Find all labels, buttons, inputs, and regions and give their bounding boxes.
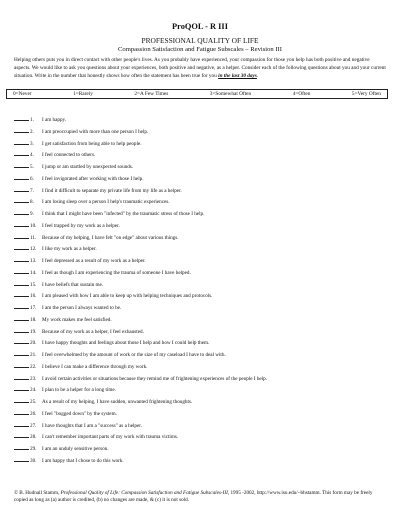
footer-rest: , 1995 -2002, http://www.isu.edu/~bhstamm. This form may be freely copied as long as (a) author is credited, (b) no changes are made, & (c) it is not sold. (14, 490, 373, 504)
answer-blank[interactable] (14, 292, 29, 297)
answer-blank[interactable] (14, 339, 29, 344)
question-row (14, 281, 386, 293)
question-row (14, 151, 386, 163)
answer-blank[interactable] (14, 398, 29, 403)
question-row (14, 128, 386, 140)
question-text: I am the person I always wanted to be. (42, 305, 122, 311)
question-row (14, 410, 386, 422)
answer-blank[interactable] (14, 257, 29, 262)
rating-scale (6, 89, 388, 99)
question-row (14, 386, 386, 398)
question-text: Because of my helping, I have felt "on edge" about various things. (42, 234, 179, 241)
question-number: 23. (30, 375, 37, 382)
question-text: I feel "bogged down" by the system. (42, 410, 117, 417)
instructions-end: . (256, 73, 259, 80)
scale-2: 2=A Few Times (134, 91, 169, 97)
question-row (14, 445, 386, 457)
question-row (14, 140, 386, 152)
question-text: I feel overwhelmed by the amount of work or the size of my caseload I have to deal with. (42, 352, 226, 358)
answer-blank[interactable] (14, 351, 29, 356)
question-list (14, 116, 386, 469)
question-text: I have thoughts that I am a "success" as a helper. (42, 422, 142, 429)
question-text: I find it difficult to separate my private life from my life as a helper. (42, 187, 182, 194)
scale-4: 4=Often (292, 91, 311, 97)
question-text: I am losing sleep over a person I help's traumatic experiences. (42, 199, 170, 206)
question-number: 20. (30, 340, 37, 347)
answer-blank[interactable] (14, 457, 29, 462)
question-row (14, 304, 386, 316)
question-row (14, 457, 386, 469)
question-text: I am happy that I chose to do this work. (42, 457, 124, 464)
question-row (14, 433, 386, 445)
question-row (14, 422, 386, 434)
question-number: 7. (30, 187, 34, 194)
question-row (14, 245, 386, 257)
question-number: 1. (30, 117, 34, 123)
copyright-footer (14, 490, 386, 505)
answer-blank[interactable] (14, 198, 29, 203)
question-text: I avoid certain activities or situations because they remind me of frightening experiences of the people I help. (42, 375, 267, 382)
question-row (14, 163, 386, 175)
question-row (14, 398, 386, 410)
answer-blank[interactable] (14, 163, 29, 168)
question-number: 25. (30, 399, 37, 405)
footer-title: Professional Quality of Life: Compassion Satisfaction and Fatigue Subscales-III (60, 490, 228, 496)
question-number: 13. (30, 258, 37, 264)
question-row (14, 375, 386, 387)
question-row (14, 116, 386, 128)
question-number: 4. (30, 152, 34, 159)
question-row (14, 187, 386, 199)
question-row (14, 339, 386, 351)
instructions-text: Helping others puts you in direct contact with other people's lives. As you probably have experienced, your compassion for those you help has both positive and negative aspects. We would like to ask you questions about your experiences, both positive and negative, as a helper. Consider each of the following questions about you and your current situation. Write in the number that honestly shows how often the statement has been true for you (14, 57, 386, 80)
answer-blank[interactable] (14, 187, 29, 192)
question-text: As a result of my helping, I have sudden, unwanted frightening thoughts. (42, 399, 193, 405)
answer-blank[interactable] (14, 151, 29, 156)
question-text: Because of my work as a helper, I feel exhausted. (42, 328, 144, 335)
page-subheading: Compassion Satisfaction and Fatigue Subscales – Revision III (118, 46, 282, 53)
answer-blank[interactable] (14, 316, 29, 321)
question-text: I feel connected to others. (42, 152, 96, 159)
question-row (14, 257, 386, 269)
answer-blank[interactable] (14, 375, 29, 380)
question-text: I have beliefs that sustain me. (42, 281, 104, 288)
scale-0: 0=Never (13, 91, 32, 97)
question-number: 15. (30, 281, 37, 288)
question-number: 21. (30, 352, 37, 358)
question-number: 30. (30, 457, 37, 464)
question-text: I jump or am startled by unexpected sounds. (42, 164, 134, 170)
question-row (14, 316, 386, 328)
scale-3: 3=Somewhat Often (209, 91, 252, 97)
answer-blank[interactable] (14, 410, 29, 415)
question-row (14, 269, 386, 281)
question-text: I am preoccupied with more than one person I help. (42, 128, 149, 135)
answer-blank[interactable] (14, 281, 29, 286)
question-row (14, 198, 386, 210)
question-row (14, 328, 386, 340)
answer-blank[interactable] (14, 128, 29, 133)
question-number: 17. (30, 305, 37, 311)
question-text: I feel as though I am experiencing the trauma of someone I have helped. (42, 269, 191, 276)
page-subtitle: PROFESSIONAL QUALITY OF LIFE (141, 36, 259, 45)
question-row (14, 175, 386, 187)
question-text: I feel depressed as a result of my work as a helper. (42, 258, 146, 264)
question-number: 8. (30, 199, 34, 206)
answer-blank[interactable] (14, 269, 29, 274)
question-number: 9. (30, 211, 34, 217)
instructions (14, 56, 386, 81)
question-text: I feel invigorated after working with those I help. (42, 175, 144, 182)
question-number: 5. (30, 164, 34, 170)
question-row (14, 351, 386, 363)
question-number: 2. (30, 128, 34, 135)
question-number: 24. (30, 387, 37, 394)
question-number: 10. (30, 222, 37, 229)
question-number: 19. (30, 328, 37, 335)
answer-blank[interactable] (14, 116, 29, 121)
question-text: I believe I can make a difference through my work. (42, 363, 148, 370)
footer-prefix: © B. Hudnall Stamm, (14, 490, 61, 496)
answer-blank[interactable] (14, 234, 29, 239)
page-title: ProQOL - R III (172, 22, 228, 31)
answer-blank[interactable] (14, 175, 29, 180)
answer-blank[interactable] (14, 363, 29, 368)
answer-blank[interactable] (14, 386, 29, 391)
question-text: I am an unduly sensitive person. (42, 446, 109, 452)
answer-blank[interactable] (14, 140, 29, 145)
scale-5: 5=Very Often (351, 91, 381, 97)
question-text: I can't remember important parts of my work with trauma victims. (42, 434, 179, 441)
answer-blank[interactable] (14, 210, 29, 215)
scale-1: 1=Rarely (73, 91, 93, 97)
answer-blank[interactable] (14, 328, 29, 333)
question-text: I feel trapped by my work as a helper. (42, 222, 120, 229)
question-number: 27. (30, 422, 37, 429)
question-row (14, 234, 386, 246)
question-text: I plan to be a helper for a long time. (42, 387, 116, 394)
question-text: My work makes me feel satisfied. (42, 316, 112, 323)
answer-blank[interactable] (14, 245, 29, 250)
question-number: 29. (30, 446, 37, 452)
answer-blank[interactable] (14, 422, 29, 427)
answer-blank[interactable] (14, 445, 29, 450)
question-row (14, 363, 386, 375)
question-text: I am pleased with how I am able to keep up with helping techniques and protocols. (42, 293, 213, 300)
question-number: 6. (30, 175, 34, 182)
answer-blank[interactable] (14, 222, 29, 227)
answer-blank[interactable] (14, 433, 29, 438)
question-number: 22. (30, 363, 37, 370)
instructions-emphasis: in the last 30 days (218, 73, 257, 80)
question-text: I think that I might have been "infected" by the traumatic stress of those I help. (42, 211, 205, 217)
question-number: 14. (30, 269, 37, 276)
question-text: I like my work as a helper. (42, 246, 97, 253)
question-row (14, 222, 386, 234)
question-text: I get satisfaction from being able to help people. (42, 140, 142, 147)
question-row (14, 292, 386, 304)
question-number: 16. (30, 293, 37, 300)
question-number: 11. (30, 234, 37, 241)
question-number: 12. (30, 246, 37, 253)
question-text: I have happy thoughts and feelings about those I help and how I could help them. (42, 340, 210, 347)
answer-blank[interactable] (14, 304, 29, 309)
question-number: 3. (30, 140, 34, 147)
question-number: 28. (30, 434, 37, 441)
question-row (14, 210, 386, 222)
question-number: 26. (30, 410, 37, 417)
question-text: I am happy. (42, 117, 67, 123)
question-number: 18. (30, 316, 37, 323)
